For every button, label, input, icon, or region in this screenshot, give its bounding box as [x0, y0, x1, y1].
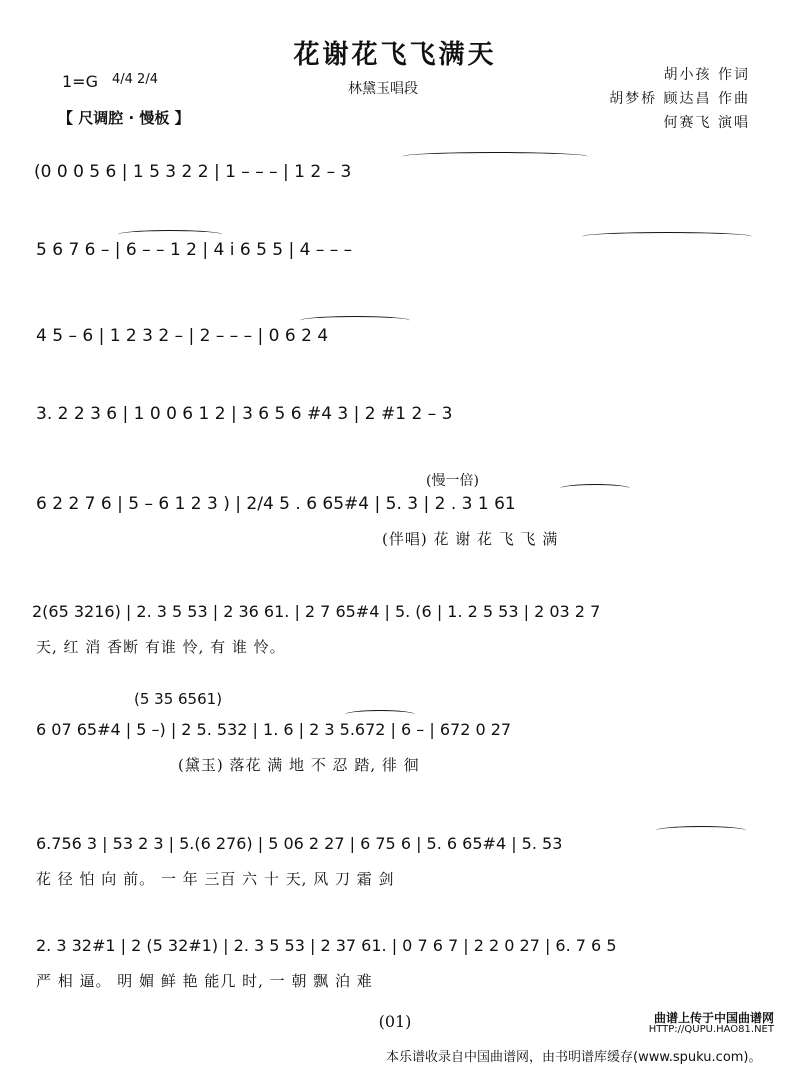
notation-line: 4 5 – 6 | 1 2 3 2 – | 2 – – – | 0 6 2 4 [36, 326, 329, 346]
source-note: 本乐谱收录自中国曲谱网，由书明谱库缓存(www.spuku.com)。 [386, 1050, 762, 1065]
tempo-marking: (慢一倍) [426, 473, 479, 489]
style-marking: 【 尺调腔 · 慢板 】 [58, 109, 190, 127]
slur-mark [656, 826, 746, 835]
slur-mark [560, 484, 630, 493]
score-row [0, 240, 790, 280]
lyric-line: (黛玉) 落花 满 地 不 忍 踏, 徘 徊 [178, 756, 420, 774]
composer-credit: 胡梦桥 顾达昌 作曲 [609, 91, 750, 107]
site-stamp [649, 1012, 774, 1036]
stamp-line-2: HTTP://QUPU.HAO81.NET [648, 1024, 774, 1035]
performer-credit: 何赛飞 演唱 [663, 115, 750, 131]
time-signature: 4/4 2/4 [112, 72, 158, 87]
slur-mark [345, 710, 415, 719]
accompaniment-figure: (5 35 6561) [134, 690, 223, 708]
page-number: (01) [378, 1012, 412, 1031]
notation-line: 6 07 65#4 | 5 –) | 2 5. 532 | 1. 6 | 2 3 5.672 | 6 – | 672 0 27 [36, 720, 512, 739]
score-row [0, 326, 790, 366]
notation-line: 2(65 3216) | 2. 3 5 53 | 2 36 61. | 2 7 65#4 | 5. (6 | 1. 2 5 53 | 2 03 2 7 [32, 602, 601, 621]
notation-line: 6.756 3 | 53 2 3 | 5.(6 276) | 5 06 2 27 | 6 75 6 | 5. 6 65#4 | 5. 53 [36, 834, 563, 853]
stamp-line-1: 曲谱上传于中国曲谱网 [653, 1011, 774, 1025]
notation-line: 6 2 2 7 6 | 5 – 6 1 2 3 ) | 2/4 5 . 6 65#4 | 5. 3 | 2 . 3 1 61 [36, 494, 516, 514]
notation-line: 5 6 7 6 – | 6 – – 1 2 | 4 i 6 5 5 | 4 – – – [36, 240, 353, 260]
page-title: 花谢花飞飞满天 [293, 40, 497, 70]
slur-mark [300, 316, 410, 325]
lyricist-credit: 胡小孩 作词 [663, 67, 750, 83]
lyric-line: (伴唱) 花 谢 花 飞 飞 满 [382, 530, 559, 548]
score-row [0, 162, 790, 202]
slur-mark [402, 152, 588, 161]
slur-mark [118, 230, 222, 239]
lyric-line: 花 径 怕 向 前。 一 年 三百 六 十 天, 风 刀 霜 剑 [36, 870, 395, 888]
lyric-line: 严 相 逼。 明 媚 鲜 艳 能几 时, 一 朝 飘 泊 难 [36, 972, 373, 990]
slur-mark [582, 232, 752, 241]
subtitle: 林黛玉唱段 [348, 81, 418, 97]
notation-line: (0 0 0 5 6 | 1 5 3 2 2 | 1 – – – | 1 2 – 3 [34, 162, 352, 182]
notation-line: 2. 3 32#1 | 2 (5 32#1) | 2. 3 5 53 | 2 37 61. | 0 7 6 7 | 2 2 0 27 | 6. 7 6 5 [36, 936, 617, 955]
lyric-line: 天, 红 消 香断 有谁 怜, 有 谁 怜。 [36, 638, 286, 656]
notation-line: 3. 2 2 3 6 | 1 0 0 6 1 2 | 3 6 5 6 #4 3 | 2 #1 2 – 3 [36, 404, 453, 424]
score-row [0, 404, 790, 444]
key-signature: 1=G [62, 72, 98, 91]
